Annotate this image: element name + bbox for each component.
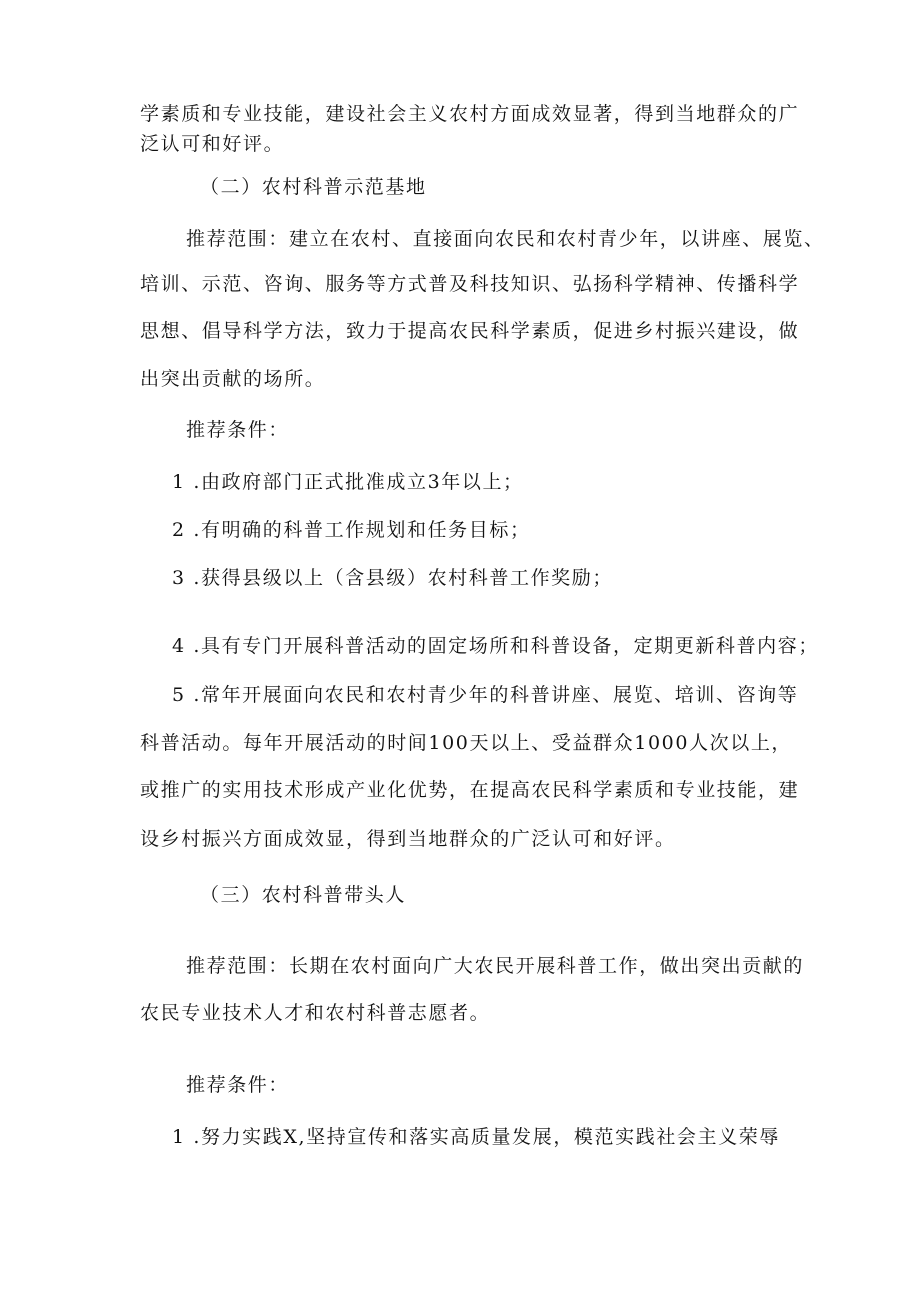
section-heading: （三）农村科普带头人 [200,884,407,906]
list-item: 1 .努力实践X,坚持宣传和落实高质量发展，模范实践社会主义荣辱 [172,1126,780,1148]
paragraph-line: 出突出贡献的场所。 [140,368,326,390]
paragraph-line: 科普活动。每年开展活动的时间100天以上、受益群众1000人次以上， [140,732,793,754]
paragraph-line: 推荐范围：长期在农村面向广大农民开展科普工作，做出突出贡献的 [186,955,805,977]
list-item: 4 .具有专门开展科普活动的固定场所和科普设备，定期更新科普内容； [172,635,819,657]
paragraph-line: 农民专业技术人才和农村科普志愿者。 [140,1002,491,1024]
conditions-heading: 推荐条件： [186,419,290,441]
paragraph-line: 设乡村振兴方面成效显，得到当地群众的广泛认可和好评。 [140,828,676,850]
list-item: 2 .有明确的科普工作规划和任务目标； [172,519,531,541]
list-item: 5 .常年开展面向农民和农村青少年的科普讲座、展览、培训、咨询等 [172,684,799,706]
paragraph-line: 推荐范围：建立在农村、直接面向农民和农村青少年，以讲座、展览、 [186,228,825,250]
paragraph-line: 泛认可和好评。 [140,133,285,155]
conditions-heading: 推荐条件： [186,1074,290,1096]
paragraph-line: 思想、倡导科学方法，致力于提高农民科学素质，促进乡村振兴建设，做 [140,320,800,342]
list-item: 1 .由政府部门正式批准成立3年以上； [172,471,524,493]
section-heading: （二）农村科普示范基地 [200,176,427,198]
paragraph-line: 培训、示范、咨询、服务等方式普及科技知识、弘扬科学精神、传播科学 [140,273,800,295]
paragraph-line: 或推广的实用技术形成产业化优势，在提高农民科学素质和专业技能，建 [140,779,800,801]
list-item: 3 .获得县级以上（含县级）农村科普工作奖励； [172,567,613,589]
paragraph-line: 学素质和专业技能，建设社会主义农村方面成效显著，得到当地群众的广 [140,103,800,125]
